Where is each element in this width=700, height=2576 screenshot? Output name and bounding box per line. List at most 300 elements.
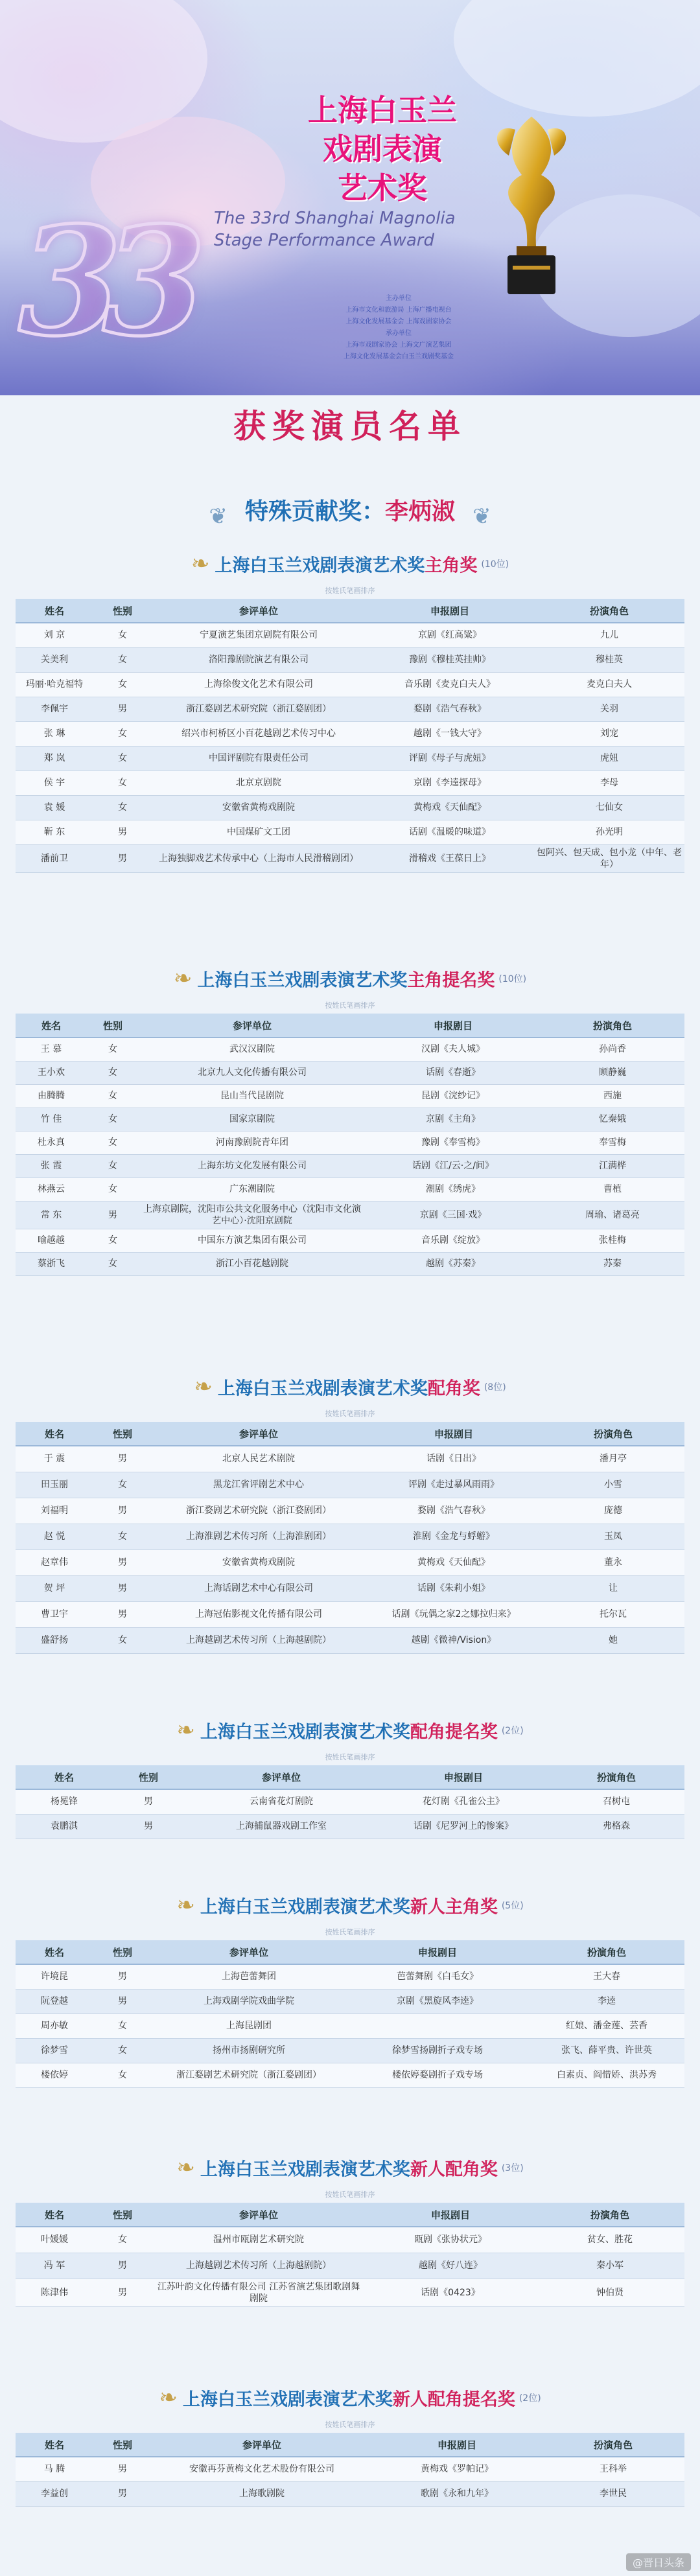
- cell-role: 秦小军: [535, 2253, 684, 2279]
- cell-unit: 上海芭蕾舞团: [152, 1964, 346, 1989]
- table-row: [16, 746, 684, 771]
- section-title: [200, 2160, 498, 2180]
- section-header: [16, 966, 684, 999]
- cell-name: 林燕云: [16, 1178, 87, 1201]
- cell-unit: 上海冠佑影视文化传播有限公司: [152, 1601, 366, 1627]
- header-unit: 参评单位: [152, 2433, 372, 2457]
- cell-gender: 女: [93, 721, 152, 746]
- award-english-title: [214, 207, 480, 251]
- cell-role: 穆桂英: [534, 647, 684, 672]
- section-count: (2位): [519, 2393, 541, 2404]
- sort-note: 按姓氏笔画排序: [325, 1753, 375, 1761]
- header-role: 扮演角色: [534, 599, 684, 623]
- cell-play: 豫剧《奉雪梅》: [366, 1131, 541, 1154]
- cell-role: 钟伯贤: [535, 2279, 684, 2306]
- cell-name: 喻越越: [16, 1229, 87, 1252]
- cell-unit: 上海东坊文化发展有限公司: [139, 1154, 366, 1178]
- cell-play: 婺剧《浩气春秋》: [366, 1498, 542, 1524]
- cell-play: 话剧《0423》: [366, 2279, 535, 2306]
- cell-role: 包阿兴、包天成、包小龙（中年、老年）: [534, 844, 684, 872]
- cell-play: 昆剧《浣纱记》: [366, 1084, 541, 1108]
- watermark: @晋日头条: [626, 2553, 691, 2571]
- award-title-line: 戏剧表演: [323, 132, 442, 167]
- organizer-line: 承办单位: [386, 330, 412, 337]
- section-title-prefix: 上海白玉兰戏剧表演艺术奖: [215, 555, 425, 576]
- cell-unit: 浙江小百花越剧院: [139, 1252, 366, 1275]
- cell-play: 越剧《微神/Vision》: [366, 1627, 542, 1653]
- cell-unit: 安徽省黄梅戏剧院: [152, 1549, 366, 1575]
- section-title: [197, 971, 495, 991]
- sort-note: 按姓氏笔画排序: [325, 1410, 375, 1418]
- table-row: [16, 647, 684, 672]
- cell-role: 忆秦娥: [541, 1108, 684, 1131]
- cell-gender: 女: [93, 1472, 152, 1498]
- cell-name: 李佩宇: [16, 697, 93, 721]
- header-unit: 参评单位: [152, 599, 366, 623]
- organizer-line: 上海文化发展基金会白玉兰戏剧奖基金: [344, 353, 454, 360]
- section-newcomer-supporting: [16, 2155, 684, 2307]
- cell-name: 袁鹏淇: [16, 1814, 113, 1839]
- table-row: [16, 1229, 684, 1252]
- header-unit: 参评单位: [152, 2203, 366, 2227]
- sort-note: 按姓氏笔画排序: [325, 1928, 375, 1936]
- table-header-row: [16, 1422, 684, 1446]
- cell-play: 音乐剧《麦克白夫人》: [366, 672, 534, 697]
- cell-play: 黄梅戏《天仙配》: [366, 795, 534, 820]
- magnolia-icon: ❧: [173, 966, 192, 992]
- section-header: [16, 2155, 684, 2188]
- cell-play: 京剧《黑旋风李逵》: [346, 1989, 529, 2013]
- section-newcomer-lead: [16, 1892, 684, 2088]
- organizer-line: 上海文化发展基金会 上海戏剧家协会: [345, 318, 452, 325]
- cell-name: 常 东: [16, 1201, 87, 1229]
- cell-role: 庞德: [542, 1498, 684, 1524]
- cell-unit: 广东潮剧院: [139, 1178, 366, 1201]
- cell-unit: 浙江婺剧艺术研究院（浙江婺剧团）: [152, 697, 366, 721]
- page-title: 获奖演员名单: [233, 407, 467, 445]
- winners-table: [16, 1014, 684, 1276]
- cell-unit: 宁夏演艺集团京剧院有限公司: [152, 623, 366, 647]
- section-title: [200, 1897, 498, 1918]
- table-row: [16, 2038, 684, 2063]
- cell-gender: 男: [93, 1446, 152, 1472]
- winners-table: [16, 2203, 684, 2307]
- section-count: (8位): [484, 1382, 506, 1393]
- cell-name: 侯 宇: [16, 771, 93, 795]
- cell-name: 阮登越: [16, 1989, 93, 2013]
- section-title-category: 配角提名奖: [410, 1722, 498, 1743]
- table-row: [16, 1549, 684, 1575]
- cell-gender: 女: [87, 1154, 139, 1178]
- cell-role: 弗格森: [548, 1814, 684, 1839]
- cell-role: 红娘、潘金莲、芸香: [529, 2013, 684, 2038]
- cell-play: 徐梦雪扬剧折子戏专场: [346, 2038, 529, 2063]
- cell-gender: 女: [87, 1178, 139, 1201]
- section-title: [183, 2390, 515, 2410]
- cell-play: 黄梅戏《天仙配》: [366, 1549, 542, 1575]
- cell-name: 马 腾: [16, 2457, 93, 2481]
- table-row: [16, 1201, 684, 1229]
- header-gender: 性别: [93, 2203, 152, 2227]
- section-title-prefix: 上海白玉兰戏剧表演艺术奖: [200, 2159, 410, 2180]
- table-header-row: [16, 1014, 684, 1038]
- section-newcomer-supporting-nomination: [16, 2385, 684, 2507]
- table-row: [16, 1038, 684, 1061]
- magnolia-icon: ❧: [159, 2385, 178, 2411]
- section-title-category: 配角奖: [427, 1378, 480, 1399]
- cell-name: 玛丽·哈克福特: [16, 672, 93, 697]
- cell-unit: 北京人民艺术剧院: [152, 1446, 366, 1472]
- cell-unit: 上海戏剧学院戏曲学院: [152, 1989, 346, 2013]
- winners-table: [16, 1422, 684, 1654]
- section-header: [16, 1374, 684, 1408]
- cell-gender: 男: [93, 2457, 152, 2481]
- cell-play: 芭蕾舞剧《白毛女》: [346, 1964, 529, 1989]
- header-gender: 性别: [113, 1765, 184, 1789]
- cell-unit: 中国评剧院有限责任公司: [152, 746, 366, 771]
- section-count: (5位): [501, 1901, 524, 1911]
- cell-unit: 安徽省黄梅戏剧院: [152, 795, 366, 820]
- table-row: [16, 721, 684, 746]
- header-role: 扮演角色: [548, 1765, 684, 1789]
- section-header: [16, 1892, 684, 1926]
- cell-gender: 女: [93, 771, 152, 795]
- table-row: [16, 2457, 684, 2481]
- cell-name: 赵 悦: [16, 1524, 93, 1549]
- cell-unit: 扬州市扬剧研究所: [152, 2038, 346, 2063]
- header-role: 扮演角色: [542, 1422, 684, 1446]
- cell-unit: 中国东方演艺集团有限公司: [139, 1229, 366, 1252]
- cell-role: 七仙女: [534, 795, 684, 820]
- header-name: 姓名: [16, 2203, 93, 2227]
- cell-role: 曹植: [541, 1178, 684, 1201]
- cell-name: 叶媛媛: [16, 2227, 93, 2253]
- header-unit: 参评单位: [184, 1765, 379, 1789]
- table-header-row: [16, 2433, 684, 2457]
- section-title-prefix: 上海白玉兰戏剧表演艺术奖: [182, 2389, 393, 2410]
- cell-play: 话剧《日出》: [366, 1446, 542, 1472]
- special-award-label: 特殊贡献奖：: [244, 498, 385, 525]
- header-name: 姓名: [16, 1940, 93, 1964]
- header-play: 申报剧目: [366, 2203, 535, 2227]
- section-title-category: 新人配角提名奖: [392, 2389, 515, 2410]
- table-row: [16, 795, 684, 820]
- cell-name: 楼依婷: [16, 2063, 93, 2087]
- cell-name: 刘 京: [16, 623, 93, 647]
- cell-role: 张桂梅: [541, 1229, 684, 1252]
- section-lead-nomination: [16, 966, 684, 1276]
- cell-unit: 中国煤矿文工团: [152, 820, 366, 844]
- cell-role: 王科举: [542, 2457, 684, 2481]
- cell-role: 顾静巍: [541, 1061, 684, 1084]
- cell-role: 小雪: [542, 1472, 684, 1498]
- section-title-category: 主角奖: [425, 555, 478, 576]
- section-title: [218, 1379, 480, 1399]
- cell-unit: 浙江婺剧艺术研究院（浙江婺剧团）: [152, 1498, 366, 1524]
- cell-gender: 男: [93, 1498, 152, 1524]
- header-unit: 参评单位: [152, 1422, 366, 1446]
- header-unit: 参评单位: [152, 1940, 346, 1964]
- cell-role: 贫女、胜花: [535, 2227, 684, 2253]
- section-title-prefix: 上海白玉兰戏剧表演艺术奖: [217, 1378, 428, 1399]
- cell-gender: 女: [93, 795, 152, 820]
- cell-role: 董永: [542, 1549, 684, 1575]
- cell-unit: 上海京剧院，沈阳市公共文化服务中心（沈阳市文化演艺中心）·沈阳京剧院: [139, 1201, 366, 1229]
- cell-unit: 上海话剧艺术中心有限公司: [152, 1575, 366, 1601]
- cell-role: 九儿: [534, 623, 684, 647]
- section-count: (3位): [501, 2163, 524, 2174]
- cell-role: 潘月亭: [542, 1446, 684, 1472]
- section-title-prefix: 上海白玉兰戏剧表演艺术奖: [200, 1897, 410, 1918]
- cell-gender: 男: [93, 1575, 152, 1601]
- cell-name: 张 霞: [16, 1154, 87, 1178]
- header-gender: 性别: [93, 599, 152, 623]
- table-row: [16, 623, 684, 647]
- cell-gender: 女: [93, 672, 152, 697]
- header-play: 申报剧目: [346, 1940, 529, 1964]
- table-row: [16, 1108, 684, 1131]
- cell-name: 蔡浙飞: [16, 1252, 87, 1275]
- cell-unit: 黑龙江省评剧艺术中心: [152, 1472, 366, 1498]
- cell-play: 话剧《朱莉小姐》: [366, 1575, 542, 1601]
- cell-name: 盛舒扬: [16, 1627, 93, 1653]
- header-gender: 性别: [87, 1014, 139, 1038]
- section-count: (2位): [501, 1726, 524, 1736]
- cell-gender: 女: [93, 746, 152, 771]
- cell-unit: 河南豫剧院青年团: [139, 1131, 366, 1154]
- cell-play: 京剧《三国·戏》: [366, 1201, 541, 1229]
- cell-unit: 北京九人文化传播有限公司: [139, 1061, 366, 1084]
- cell-gender: 女: [87, 1061, 139, 1084]
- cell-role: 李母: [534, 771, 684, 795]
- cell-play: 瓯剧《张协状元》: [366, 2227, 535, 2253]
- cell-name: 于 震: [16, 1446, 93, 1472]
- table-row: [16, 1472, 684, 1498]
- table-row: [16, 2013, 684, 2038]
- cell-name: 关美利: [16, 647, 93, 672]
- cell-role: 周瑜、诸葛亮: [541, 1201, 684, 1229]
- cell-gender: 女: [93, 2038, 152, 2063]
- cell-unit: 江苏叶韵文化传播有限公司 江苏省演艺集团歌剧舞剧院: [152, 2279, 366, 2306]
- sort-note: 按姓氏笔画排序: [325, 2420, 375, 2429]
- cell-gender: 男: [113, 1814, 184, 1839]
- cell-name: 竹 佳: [16, 1108, 87, 1131]
- table-row: [16, 672, 684, 697]
- cell-name: 冯 军: [16, 2253, 93, 2279]
- sort-note: 按姓氏笔画排序: [325, 586, 375, 595]
- header-name: 姓名: [16, 599, 93, 623]
- cell-name: 陈津伟: [16, 2279, 93, 2306]
- cell-play: 话剧《春逝》: [366, 1061, 541, 1084]
- table-row: [16, 1575, 684, 1601]
- header-name: 姓名: [16, 1422, 93, 1446]
- section-title: [200, 1723, 498, 1743]
- cell-role: 她: [542, 1627, 684, 1653]
- cell-unit: 洛阳豫剧院演艺有限公司: [152, 647, 366, 672]
- table-row: [16, 1178, 684, 1201]
- winners-table: [16, 1765, 684, 1839]
- cell-gender: 女: [87, 1229, 139, 1252]
- organizer-line: 上海市戏剧家协会 上海文广演艺集团: [345, 342, 452, 349]
- cell-role: 白素贞、阎惜娇、洪苏秀: [529, 2063, 684, 2087]
- cell-role: 李逵: [529, 1989, 684, 2013]
- cell-name: 靳 东: [16, 820, 93, 844]
- cell-play: 淮剧《金龙与蜉蝣》: [366, 1524, 542, 1549]
- cell-role: 李世民: [542, 2481, 684, 2506]
- table-row: [16, 844, 684, 872]
- section-lead-award: [16, 551, 684, 873]
- cell-role: 关羽: [534, 697, 684, 721]
- cell-play: 话剧《江/云·之/间》: [366, 1154, 541, 1178]
- cell-unit: 上海徐俊文化艺术有限公司: [152, 672, 366, 697]
- petal-decoration: [454, 0, 700, 117]
- cell-gender: 女: [93, 2063, 152, 2087]
- header-play: 申报剧目: [379, 1765, 548, 1789]
- cell-gender: 女: [87, 1084, 139, 1108]
- section-count: (10位): [481, 559, 509, 570]
- cell-role: 孙光明: [534, 820, 684, 844]
- cell-unit: 上海越剧艺术传习所（上海越剧院）: [152, 1627, 366, 1653]
- table-row: [16, 1061, 684, 1084]
- header-role: 扮演角色: [535, 2203, 684, 2227]
- cell-unit: 上海淮剧艺术传习所（上海淮剧团）: [152, 1524, 366, 1549]
- table-header-row: [16, 1765, 684, 1789]
- cell-gender: 男: [93, 1989, 152, 2013]
- cell-name: 由腾腾: [16, 1084, 87, 1108]
- table-row: [16, 2481, 684, 2506]
- cell-gender: 男: [93, 820, 152, 844]
- cell-unit: 上海捕鼠器戏剧工作室: [184, 1814, 379, 1839]
- award-title-line: 上海白玉兰: [308, 93, 457, 128]
- cell-play: 汉剧《夫人城》: [366, 1038, 541, 1061]
- winners-table: [16, 599, 684, 873]
- header-gender: 性别: [93, 1422, 152, 1446]
- cell-unit: 北京京剧院: [152, 771, 366, 795]
- section-title-category: 主角提名奖: [407, 970, 495, 991]
- header-unit: 参评单位: [139, 1014, 366, 1038]
- table-row: [16, 771, 684, 795]
- cell-play: 话剧《尼罗河上的惨案》: [379, 1814, 548, 1839]
- header-name: 姓名: [16, 1014, 87, 1038]
- cell-gender: 男: [93, 2279, 152, 2306]
- cell-unit: 国家京剧院: [139, 1108, 366, 1131]
- cell-unit: 上海歌剧院: [152, 2481, 372, 2506]
- cell-gender: 女: [93, 647, 152, 672]
- cell-gender: 女: [87, 1252, 139, 1275]
- cell-play: 越剧《苏秦》: [366, 1252, 541, 1275]
- cell-play: 楼依婷婺剧折子戏专场: [346, 2063, 529, 2087]
- cell-name: 田玉丽: [16, 1472, 93, 1498]
- header-play: 申报剧目: [366, 1422, 542, 1446]
- table-row: [16, 1814, 684, 1839]
- special-award-title: [231, 489, 469, 530]
- cell-name: 王 慕: [16, 1038, 87, 1061]
- cell-role: 刘宠: [534, 721, 684, 746]
- cell-name: 赵章伟: [16, 1549, 93, 1575]
- cell-play: 黄梅戏《罗帕记》: [372, 2457, 542, 2481]
- cell-role: 虎妞: [534, 746, 684, 771]
- section-title-prefix: 上海白玉兰戏剧表演艺术奖: [197, 970, 408, 991]
- winners-table: [16, 1940, 684, 2088]
- header-name: 姓名: [16, 2433, 93, 2457]
- cell-role: 孙尚香: [541, 1038, 684, 1061]
- award-english-line: The 33rd Shanghai Magnolia: [214, 209, 456, 228]
- sort-note: 按姓氏笔画排序: [325, 2190, 375, 2199]
- cell-play: 歌剧《永和九年》: [372, 2481, 542, 2506]
- cell-unit: 安徽再芬黄梅文化艺术股份有限公司: [152, 2457, 372, 2481]
- cell-role: 让: [542, 1575, 684, 1601]
- table-row: [16, 2227, 684, 2253]
- cell-gender: 男: [93, 1549, 152, 1575]
- cell-gender: 女: [93, 1627, 152, 1653]
- table-row: [16, 1446, 684, 1472]
- cell-role: 苏秦: [541, 1252, 684, 1275]
- cell-role: 玉凤: [542, 1524, 684, 1549]
- cell-gender: 女: [87, 1131, 139, 1154]
- table-header-row: [16, 599, 684, 623]
- header-role: 扮演角色: [541, 1014, 684, 1038]
- cell-unit: 武汉汉剧院: [139, 1038, 366, 1061]
- cell-gender: 男: [93, 844, 152, 872]
- cell-name: 王小欢: [16, 1061, 87, 1084]
- section-title: [215, 556, 477, 576]
- cell-role: 麦克白夫人: [534, 672, 684, 697]
- table-row: [16, 2063, 684, 2087]
- cell-play: 京剧《红高粱》: [366, 623, 534, 647]
- table-row: [16, 1498, 684, 1524]
- header-gender: 性别: [93, 2433, 152, 2457]
- section-header: [16, 1717, 684, 1751]
- cell-unit: 上海独脚戏艺术传承中心（上海市人民滑稽剧团）: [152, 844, 366, 872]
- cell-name: 袁 媛: [16, 795, 93, 820]
- table-row: [16, 1084, 684, 1108]
- cell-role: 奉雪梅: [541, 1131, 684, 1154]
- cell-name: 杜永真: [16, 1131, 87, 1154]
- cell-gender: 女: [87, 1108, 139, 1131]
- cell-play: 京剧《主角》: [366, 1108, 541, 1131]
- cell-play: 越剧《一钱大守》: [366, 721, 534, 746]
- table-row: [16, 697, 684, 721]
- cell-play: 婺剧《浩气春秋》: [366, 697, 534, 721]
- header-role: 扮演角色: [542, 2433, 684, 2457]
- cell-play: 越剧《好八连》: [366, 2253, 535, 2279]
- cell-gender: 女: [93, 623, 152, 647]
- cell-name: 张 琳: [16, 721, 93, 746]
- cell-unit: 上海越剧艺术传习所（上海越剧院）: [152, 2253, 366, 2279]
- table-row: [16, 1524, 684, 1549]
- cell-role: 召树屯: [548, 1789, 684, 1814]
- cell-gender: 女: [93, 2227, 152, 2253]
- cell-play: 话剧《温暖的味道》: [366, 820, 534, 844]
- cell-role: 王大春: [529, 1964, 684, 1989]
- cell-gender: 女: [93, 1524, 152, 1549]
- cell-gender: 男: [93, 1964, 152, 1989]
- cell-gender: 男: [113, 1789, 184, 1814]
- cell-play: 滑稽戏《王葆日上》: [366, 844, 534, 872]
- cell-name: 周亦敏: [16, 2013, 93, 2038]
- header-role: 扮演角色: [529, 1940, 684, 1964]
- cell-play: 评剧《走过暴风雨雨》: [366, 1472, 542, 1498]
- cell-name: 郑 岚: [16, 746, 93, 771]
- cell-name: 贺 坪: [16, 1575, 93, 1601]
- table-row: [16, 2253, 684, 2279]
- cell-play: 京剧《李逵探母》: [366, 771, 534, 795]
- cell-role: 托尔瓦: [542, 1601, 684, 1627]
- table-row: [16, 1154, 684, 1178]
- cell-role: 江满桦: [541, 1154, 684, 1178]
- award-title-line: 艺术奖: [338, 170, 427, 205]
- table-row: [16, 1789, 684, 1814]
